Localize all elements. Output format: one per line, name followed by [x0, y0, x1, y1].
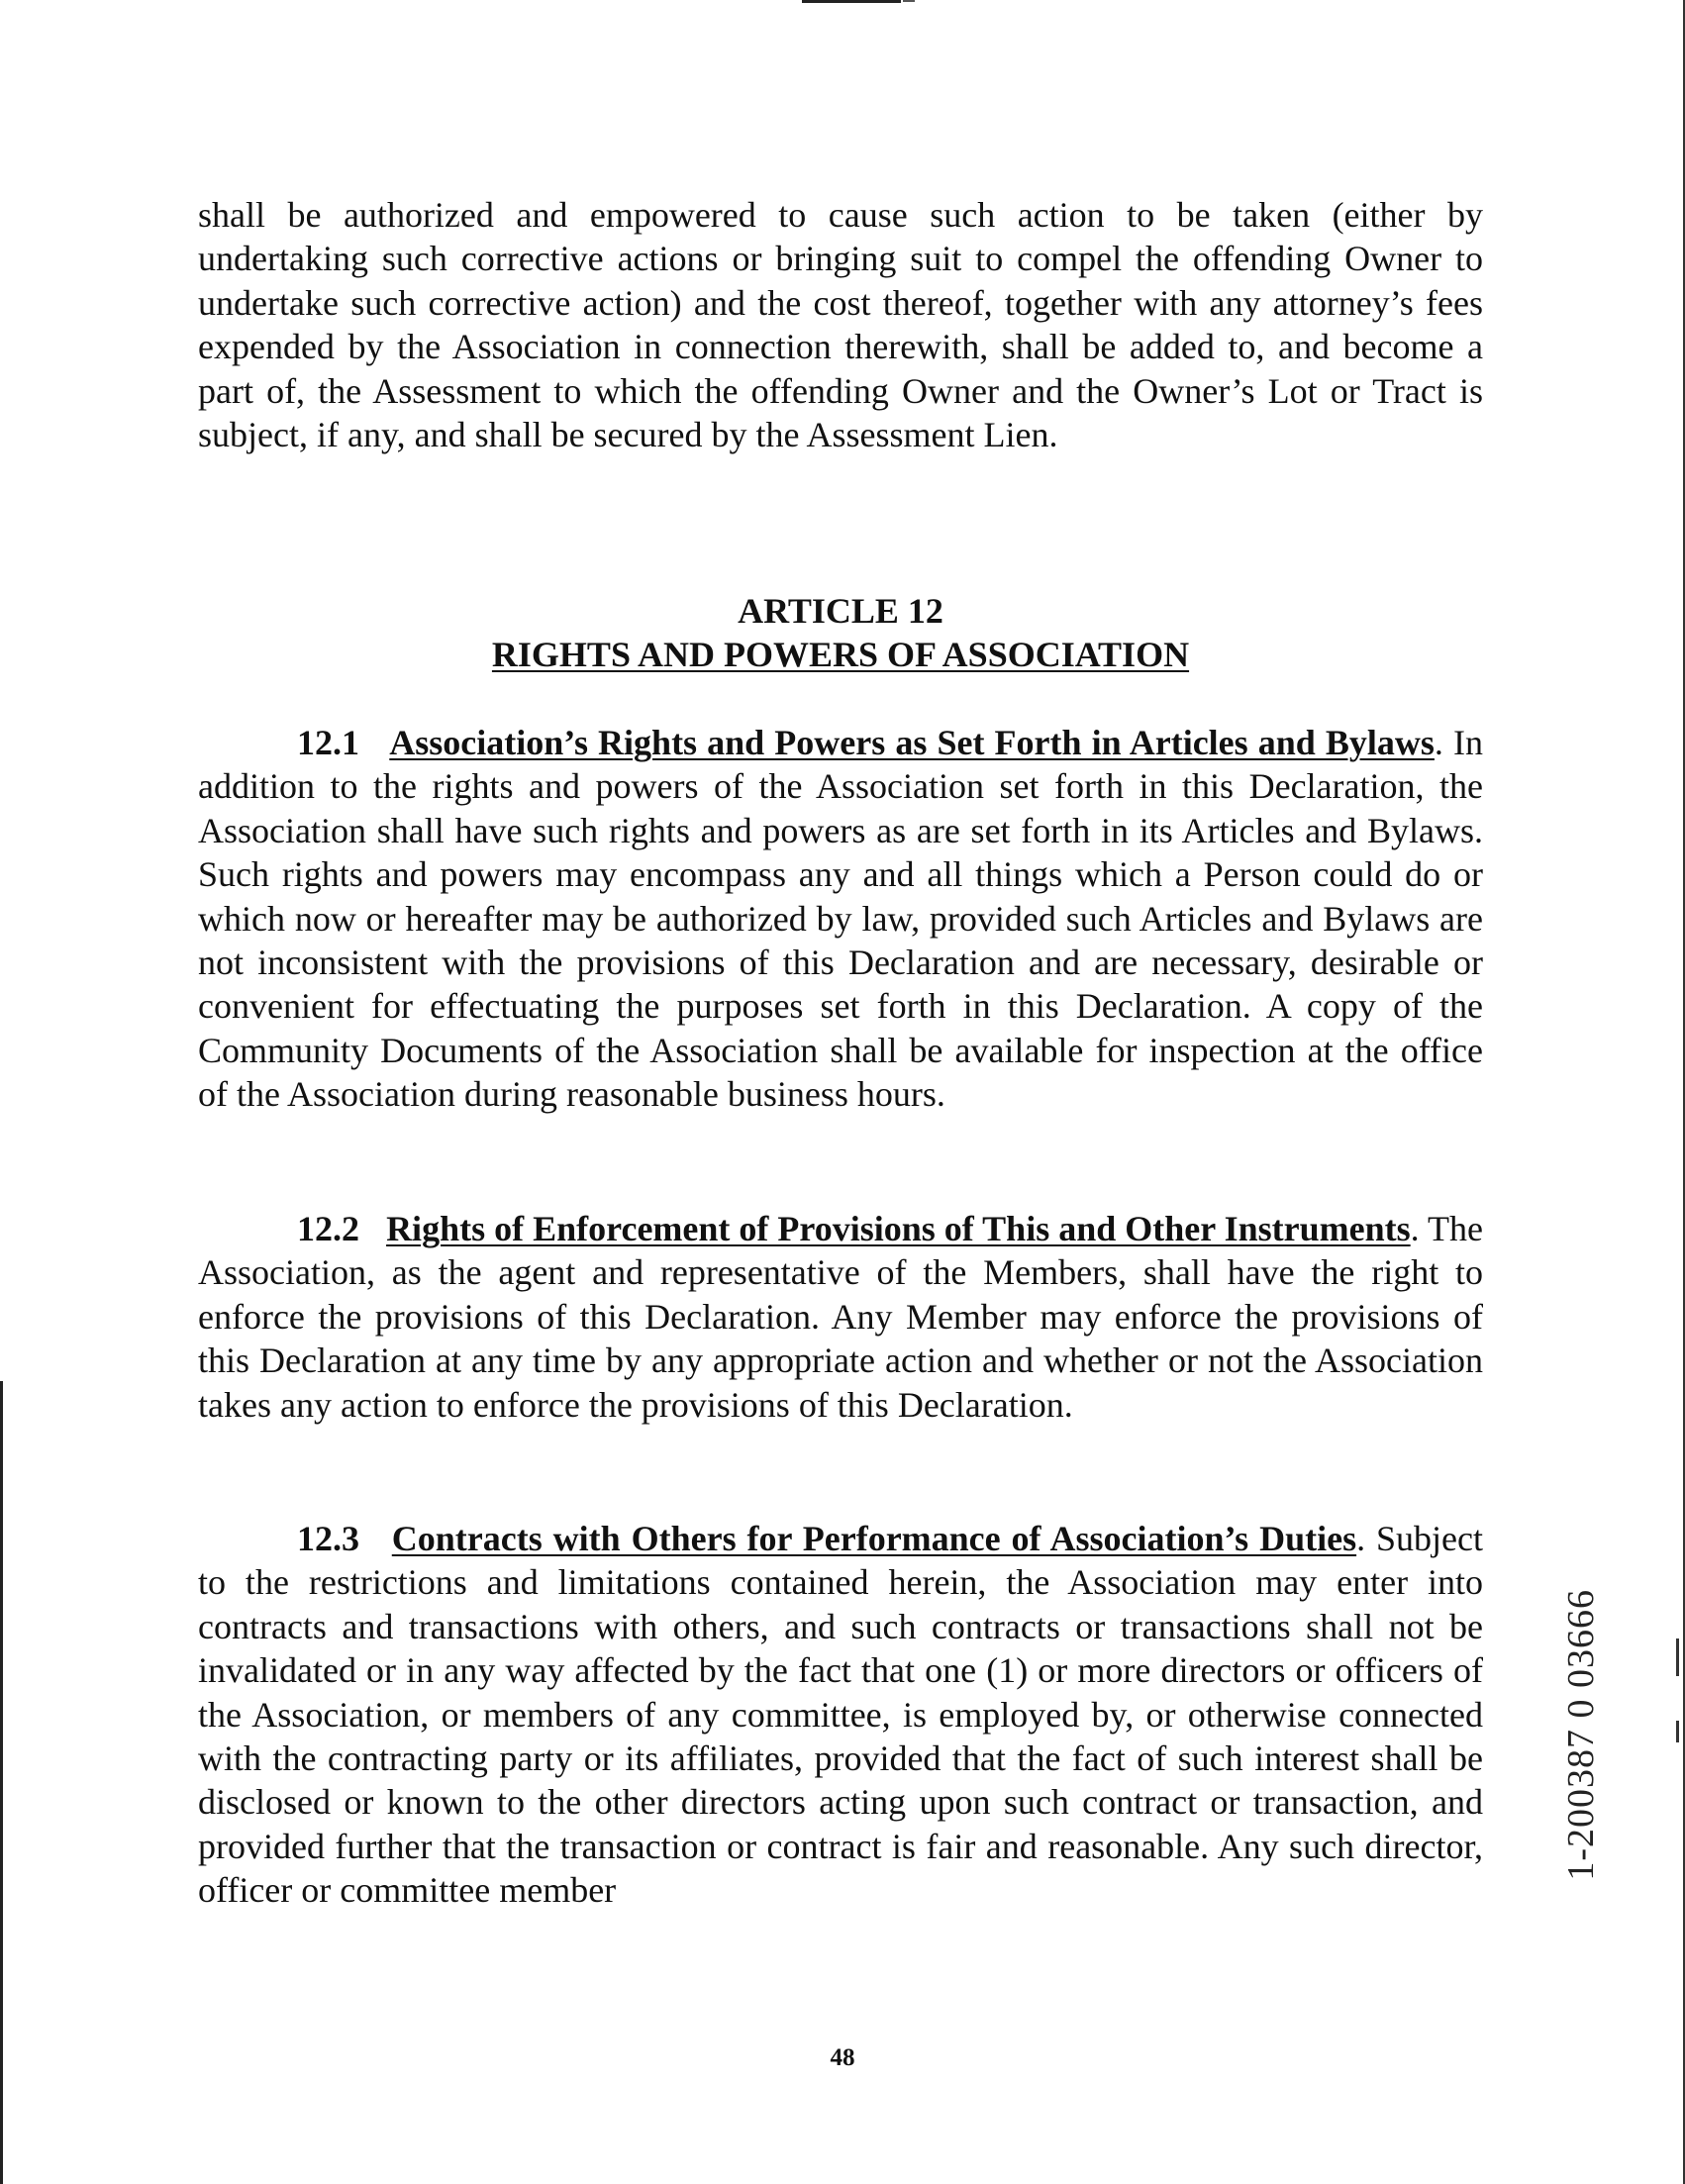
section-title: Rights of Enforcement of Provisions of This and Other Instruments: [386, 1209, 1411, 1248]
section-text: . The Association, as the agent and representative of the Members, shall have the right to enforce the provisions of this Declaration. Any Member may enforce the provisions of this Declaration at any time by any appropriate action and whether or not the Association takes any action to enforce the provisions of this Declaration.: [198, 1209, 1483, 1425]
section-number: 12.1: [297, 723, 359, 762]
section-number: 12.3: [297, 1519, 359, 1558]
section-number: 12.2: [297, 1209, 359, 1248]
margin-recording-stamp: 1-200387 0 03666: [1560, 1589, 1602, 1881]
section-title: Association’s Rights and Powers as Set Forth in Articles and Bylaws: [389, 723, 1435, 762]
article-title: RIGHTS AND POWERS OF ASSOCIATION: [491, 635, 1190, 674]
scan-top-mark-small: [903, 0, 915, 2]
section-text: . In addition to the rights and powers of the Association set forth in this Declaration, the Association shall have such rights and powers as are set forth in its Articles and Bylaws. Such rights and powers may encompass any and all things which a Person could do or which now or hereafter may be authorized by law, provided such Articles and Bylaws are not inconsistent with the provisions of this Declaration and are necessary, desirable or convenient for effectuating the purposes set forth in this Declaration. A copy of the Community Documents of the Association shall be available for inspection at the office of the Association during reasonable business hours.: [198, 723, 1484, 1115]
intro-paragraph-text: shall be authorized and empowered to cause such action to be taken (either by undertaking such corrective actions or bringing suit to compel the offending Owner to undertake such corrective action) and the cost thereof, together with any attorney’s fees expended by the Association in connection therewith, shall be added to, and become a part of, the Assessment to which the offending Owner and the Owner’s Lot or Tract is subject, if any, and shall be secured by the Assessment Lien.: [198, 195, 1483, 455]
article-number: ARTICLE 12: [738, 591, 943, 631]
section-title: Contracts with Others for Performance of Association’s Duties: [391, 1519, 1357, 1558]
intro-paragraph: [198, 193, 1483, 456]
scan-right-tick: [1676, 1638, 1679, 1676]
section-12-3: [198, 1517, 1483, 1913]
scan-right-tick: [1676, 1721, 1679, 1742]
section-12-2: [198, 1207, 1483, 1427]
scan-top-mark: [802, 0, 901, 3]
article-heading: [198, 589, 1483, 676]
section-text: . Subject to the restrictions and limitations contained herein, the Association may enter into contracts and transactions with others, and such contracts or transactions shall not be invalidated or in any way affected by the fact that one (1) or more directors or officers of the Association, or members of any committee, is employed by, or otherwise connected with the contracting party or its affiliates, provided that the fact of such interest shall be disclosed or known to the other directors acting upon such contract or transaction, and provided further that the transaction or contract is fair and reasonable. Any such director, officer or committee member: [198, 1519, 1484, 1911]
section-12-1: [198, 721, 1483, 1117]
page-number: 48: [830, 2044, 855, 2071]
